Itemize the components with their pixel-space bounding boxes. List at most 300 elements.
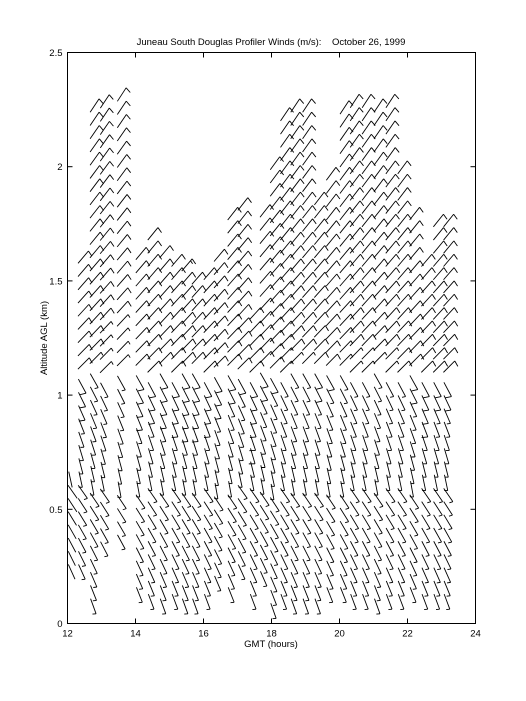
- wind-barb-shaft: [340, 375, 348, 389]
- wind-barb-feather: [396, 294, 399, 299]
- wind-barb-shaft: [79, 564, 86, 579]
- wind-barb-shaft: [302, 326, 313, 338]
- wind-barb-shaft: [280, 321, 291, 333]
- wind-barb-feather: [395, 174, 399, 179]
- wind-barb-shaft: [398, 214, 408, 227]
- wind-barb-feather: [127, 221, 131, 226]
- wind-barb-shaft: [410, 261, 420, 273]
- wind-barb-shaft: [214, 549, 221, 563]
- wind-barb-half-feather: [96, 506, 99, 507]
- wind-barb-feather: [433, 348, 436, 353]
- wind-barb-feather: [313, 312, 316, 317]
- wind-barb-shaft: [362, 241, 372, 253]
- wind-barb-shaft: [340, 194, 350, 207]
- wind-barb-shaft: [327, 574, 333, 589]
- wind-barb-shaft: [422, 541, 429, 555]
- barb-profile: [68, 472, 77, 580]
- wind-barb-feather: [301, 312, 304, 317]
- wind-barb-shaft: [398, 308, 409, 320]
- wind-barb-half-feather: [152, 569, 156, 570]
- wind-barb-shaft: [281, 502, 290, 516]
- wind-barb-shaft: [386, 148, 395, 161]
- wind-barb-shaft: [362, 134, 371, 147]
- wind-barb-feather: [420, 247, 424, 252]
- wind-barb-shaft: [117, 301, 128, 313]
- wind-barb-shaft: [281, 528, 289, 542]
- wind-barb-half-feather: [123, 509, 126, 510]
- wind-barb-shaft: [444, 502, 453, 516]
- wind-barb-half-feather: [94, 574, 98, 575]
- wind-barb-shaft: [340, 314, 351, 326]
- wind-barb-shaft: [238, 278, 249, 290]
- wind-barb-feather: [443, 214, 447, 219]
- wind-barb-half-feather: [284, 582, 288, 583]
- wind-barb-shaft: [421, 321, 432, 333]
- wind-barb-feather: [99, 139, 103, 144]
- wind-barb-shaft: [260, 271, 271, 283]
- wind-barb-shaft: [238, 344, 249, 356]
- wind-barb-half-feather: [307, 547, 311, 548]
- wind-barb-shaft: [160, 572, 166, 587]
- wind-barb-half-feather: [368, 502, 371, 503]
- wind-barb-shaft: [90, 506, 99, 520]
- wind-barb-half-feather: [255, 529, 259, 530]
- wind-barb-feather: [384, 259, 387, 264]
- wind-barb-feather: [184, 388, 190, 389]
- wind-barb-shaft: [291, 232, 301, 244]
- wind-barb-feather: [432, 294, 435, 299]
- wind-barb-half-feather: [448, 542, 452, 543]
- wind-barb-half-feather: [392, 502, 395, 503]
- wind-barb-shaft: [374, 165, 384, 178]
- wind-barb-feather: [384, 179, 388, 184]
- wind-barb-shaft: [386, 188, 396, 201]
- wind-barb-shaft: [172, 515, 180, 529]
- wind-barb-shaft: [148, 294, 159, 306]
- wind-barb-feather: [230, 390, 236, 391]
- barb-profile: [326, 167, 340, 602]
- wind-barb-shaft: [281, 395, 288, 410]
- wind-barb-half-feather: [242, 407, 246, 408]
- wind-barb-shaft: [362, 161, 372, 174]
- wind-barb-shaft: [117, 274, 128, 286]
- wind-barb-shaft: [303, 139, 312, 152]
- wind-barb-half-feather: [361, 348, 363, 351]
- wind-barb-half-feather: [390, 569, 394, 570]
- wind-barb-shaft: [290, 352, 301, 363]
- wind-barb-half-feather: [345, 522, 348, 523]
- wind-barb-shaft: [160, 245, 170, 257]
- wind-barb-feather: [161, 401, 167, 402]
- wind-barb-shaft: [101, 383, 109, 397]
- wind-barb-shaft: [192, 374, 200, 388]
- wind-barb-half-feather: [427, 515, 430, 516]
- wind-barb-shaft: [434, 541, 441, 555]
- wind-barb-shaft: [433, 281, 444, 293]
- wind-barb-feather: [127, 234, 131, 239]
- wind-barb-half-feather: [403, 502, 406, 503]
- wind-barb-shaft: [281, 121, 290, 134]
- wind-barb-shaft: [326, 261, 336, 273]
- wind-barb-feather: [215, 418, 221, 419]
- wind-barb-shaft: [374, 152, 383, 165]
- wind-barb-half-feather: [390, 542, 394, 543]
- wind-barb-shaft: [350, 348, 361, 360]
- wind-barb-feather: [252, 397, 258, 398]
- wind-barb-shaft: [410, 521, 418, 535]
- wind-barb-shaft: [421, 348, 432, 360]
- wind-barb-half-feather: [391, 529, 395, 530]
- wind-barb-feather: [300, 139, 304, 144]
- wind-barb-feather: [317, 388, 323, 389]
- wind-barb-shaft: [303, 519, 311, 533]
- wind-barb-feather: [312, 152, 316, 157]
- wind-barb-feather: [432, 268, 435, 273]
- wind-barb-half-feather: [264, 414, 268, 415]
- wind-barb-feather: [312, 179, 316, 184]
- wind-barb-feather: [371, 148, 375, 153]
- wind-barb-shaft: [281, 515, 289, 529]
- wind-barb-shaft: [409, 327, 420, 339]
- wind-barb-half-feather: [275, 538, 279, 539]
- barb-profile: [374, 99, 388, 614]
- wind-barb-shaft: [238, 331, 249, 343]
- wind-barb-shaft: [327, 415, 333, 430]
- wind-barb-feather: [248, 264, 251, 269]
- wind-barb-half-feather: [426, 556, 430, 557]
- wind-barb-shaft: [270, 250, 280, 262]
- wind-barb-half-feather: [175, 569, 179, 570]
- wind-barb-half-feather: [187, 520, 190, 521]
- wind-barb-half-feather: [254, 569, 258, 570]
- barb-profile: [136, 247, 150, 602]
- wind-barb-feather: [383, 152, 387, 157]
- wind-barb-shaft: [362, 308, 373, 320]
- wind-barb-shaft: [148, 228, 158, 240]
- wind-barb-half-feather: [413, 575, 417, 576]
- wind-barb-half-feather: [308, 520, 311, 521]
- wind-barb-shaft: [362, 409, 368, 424]
- wind-barb-half-feather: [128, 341, 130, 344]
- wind-barb-half-feather: [294, 574, 298, 575]
- wind-barb-feather: [225, 303, 228, 308]
- wind-barb-feather: [384, 165, 388, 170]
- wind-barb-shaft: [271, 405, 278, 420]
- wind-barb-shaft: [350, 515, 358, 529]
- wind-barb-shaft: [350, 241, 360, 253]
- wind-barb-shaft: [192, 546, 199, 560]
- wind-barb-shaft: [350, 541, 357, 555]
- wind-barb-shaft: [271, 564, 278, 579]
- wind-barb-half-feather: [401, 582, 405, 583]
- wind-barb-shaft: [90, 112, 99, 125]
- x-tick-label: 24: [470, 628, 481, 640]
- wind-barb-feather: [261, 361, 264, 366]
- wind-barb-shaft: [398, 395, 405, 410]
- wind-barb-shaft: [238, 264, 249, 276]
- wind-barb-shaft: [160, 299, 171, 311]
- wind-barb-feather: [359, 108, 363, 113]
- barb-profile: [160, 245, 174, 614]
- wind-barb-shaft: [280, 334, 291, 346]
- wind-barb-feather: [360, 148, 364, 153]
- wind-barb-feather: [225, 263, 228, 268]
- wind-barb-half-feather: [354, 410, 358, 411]
- barb-profile: [443, 214, 457, 609]
- wind-barb-shaft: [270, 317, 281, 329]
- wind-barb-feather: [161, 415, 167, 416]
- wind-barb-feather: [111, 281, 114, 286]
- wind-barb-shaft: [148, 281, 159, 293]
- wind-barb-feather: [455, 361, 458, 366]
- wind-barb-shaft: [260, 373, 268, 387]
- wind-barb-feather: [251, 410, 257, 411]
- wind-barb-shaft: [386, 94, 395, 107]
- wind-barb-half-feather: [210, 502, 213, 503]
- wind-barb-half-feather: [295, 560, 299, 561]
- wind-barb-feather: [126, 101, 130, 106]
- wind-barb-half-feather: [244, 498, 247, 499]
- wind-barb-shaft: [228, 548, 235, 562]
- wind-barb-half-feather: [241, 579, 245, 580]
- wind-barb-shaft: [315, 374, 323, 388]
- wind-barb-shaft: [434, 382, 442, 396]
- wind-barb-feather: [407, 161, 411, 166]
- wind-barb-shaft: [291, 572, 297, 587]
- wind-barb-shaft: [303, 546, 310, 560]
- wind-barb-feather: [248, 238, 252, 243]
- wind-barb-shaft: [270, 197, 280, 210]
- wind-barb-shaft: [350, 108, 359, 121]
- wind-barb-shaft: [281, 541, 288, 555]
- wind-barb-shaft: [374, 546, 381, 560]
- wind-barb-shaft: [228, 327, 239, 339]
- wind-barb-feather: [337, 301, 340, 306]
- wind-barb-shaft: [386, 254, 396, 266]
- wind-barb-feather: [454, 321, 457, 326]
- wind-barb-shaft: [90, 519, 98, 533]
- wind-barb-half-feather: [367, 515, 370, 516]
- wind-barb-shaft: [410, 548, 417, 562]
- wind-barb-shaft: [362, 502, 371, 516]
- wind-barb-shaft: [280, 254, 290, 266]
- wind-barb-feather: [397, 308, 400, 313]
- wind-barb-shaft: [362, 188, 372, 201]
- wind-barb-shaft: [228, 521, 236, 535]
- wind-barb-shaft: [386, 541, 393, 555]
- wind-barb-shaft: [136, 247, 146, 259]
- wind-barb-half-feather: [106, 516, 109, 517]
- wind-barb-half-feather: [284, 410, 288, 411]
- wind-barb-shaft: [204, 281, 215, 293]
- wind-barb-shaft: [270, 237, 280, 249]
- wind-barb-half-feather: [448, 556, 452, 557]
- wind-barb-shaft: [291, 165, 301, 178]
- wind-barb-shaft: [148, 361, 159, 372]
- wind-barb-shaft: [280, 241, 290, 253]
- wind-barb-half-feather: [164, 547, 168, 548]
- wind-barb-half-feather: [438, 556, 442, 557]
- wind-barb-shaft: [340, 114, 349, 127]
- wind-barb-shaft: [398, 382, 406, 396]
- wind-barb-shaft: [374, 139, 383, 152]
- wind-barb-half-feather: [354, 397, 358, 398]
- wind-barb-feather: [385, 312, 388, 317]
- wind-barb-shaft: [290, 339, 301, 351]
- wind-barb-half-feather: [438, 529, 442, 530]
- wind-barb-feather: [383, 125, 387, 130]
- wind-barb-half-feather: [391, 515, 394, 516]
- wind-barb-feather: [396, 214, 400, 219]
- wind-barb-shaft: [250, 361, 261, 372]
- wind-barb-shaft: [90, 139, 99, 152]
- wind-barb-shaft: [422, 502, 431, 516]
- wind-barb-shaft: [90, 219, 100, 232]
- wind-barb-shaft: [340, 141, 349, 154]
- wind-barb-feather: [349, 141, 353, 146]
- wind-barb-half-feather: [449, 515, 452, 516]
- wind-barb-feather: [203, 312, 206, 317]
- wind-barb-shaft: [148, 334, 159, 346]
- wind-barb-half-feather: [187, 506, 190, 507]
- wind-barb-shaft: [182, 559, 189, 574]
- wind-barb-shaft: [374, 99, 383, 112]
- wind-barb-shaft: [215, 563, 222, 578]
- wind-barb-shaft: [302, 272, 313, 284]
- wind-barb-shaft: [350, 201, 360, 214]
- wind-barb-shaft: [362, 541, 369, 555]
- y-tick-label: 1: [57, 390, 63, 402]
- wind-barb-half-feather: [140, 562, 144, 563]
- x-tick-label: 18: [266, 628, 277, 640]
- wind-barb-half-feather: [307, 560, 311, 561]
- wind-barb-shaft: [90, 232, 100, 244]
- wind-barb-half-feather: [122, 390, 126, 391]
- wind-barb-shaft: [90, 286, 101, 298]
- wind-barb-feather: [109, 95, 113, 100]
- wind-barb-half-feather: [255, 515, 258, 516]
- wind-barb-half-feather: [140, 575, 144, 576]
- wind-barb-shaft: [340, 521, 348, 535]
- wind-barb-feather: [455, 334, 458, 339]
- wind-barb-shaft: [101, 409, 107, 424]
- wind-barb-feather: [248, 251, 252, 256]
- wind-barb-shaft: [160, 312, 171, 324]
- wind-barb-feather: [312, 205, 316, 210]
- wind-barb-shaft: [291, 272, 302, 284]
- wind-barb-feather: [432, 334, 435, 339]
- wind-barb-shaft: [362, 528, 370, 542]
- barb-profile: [238, 198, 252, 580]
- wind-barb-half-feather: [295, 401, 299, 402]
- wind-barb-shaft: [386, 268, 397, 280]
- wind-barb-half-feather: [307, 401, 311, 402]
- wind-barb-feather: [126, 114, 130, 119]
- wind-barb-feather: [337, 314, 340, 319]
- x-tick-label: 16: [198, 628, 209, 640]
- wind-barb-feather: [193, 312, 196, 317]
- wind-barb-feather: [300, 152, 304, 157]
- wind-barb-half-feather: [243, 512, 246, 513]
- wind-barb-shaft: [340, 274, 351, 286]
- wind-barb-half-feather: [378, 560, 382, 561]
- wind-barb-feather: [371, 94, 375, 99]
- wind-barb-feather: [79, 407, 85, 408]
- wind-barb-shaft: [238, 304, 249, 316]
- wind-barb-feather: [138, 390, 144, 391]
- wind-barb-shaft: [228, 561, 235, 576]
- wind-barb-feather: [312, 112, 316, 117]
- wind-barb-shaft: [340, 127, 349, 140]
- wind-barb-feather: [395, 94, 399, 99]
- wind-barb-feather: [395, 134, 399, 139]
- wind-barb-shaft: [118, 402, 125, 417]
- wind-barb-shaft: [271, 537, 279, 551]
- wind-barb-shaft: [340, 548, 347, 562]
- wind-barb-shaft: [148, 241, 158, 253]
- wind-barb-shaft: [362, 515, 370, 529]
- wind-barb-shaft: [340, 221, 350, 234]
- wind-barb-feather: [202, 272, 205, 277]
- wind-barb-shaft: [68, 498, 77, 511]
- wind-barb-shaft: [100, 361, 111, 372]
- wind-barb-feather: [111, 255, 114, 260]
- wind-barb-feather: [384, 219, 388, 224]
- wind-barb-feather: [444, 321, 447, 326]
- barb-profile: [362, 94, 376, 609]
- wind-barb-feather: [444, 228, 448, 233]
- wind-barb-feather: [301, 205, 305, 210]
- wind-barb-half-feather: [306, 574, 310, 575]
- wind-barb-shaft: [314, 232, 324, 244]
- wind-barb-shaft: [204, 541, 211, 555]
- wind-barb-half-feather: [402, 542, 406, 543]
- wind-barb-shaft: [410, 234, 420, 246]
- wind-barb-feather: [162, 388, 168, 389]
- wind-barb-shaft: [386, 241, 396, 253]
- wind-barb-shaft: [314, 286, 325, 298]
- wind-barb-shaft: [362, 568, 369, 583]
- wind-barb-feather: [137, 403, 143, 404]
- wind-barb-feather: [444, 268, 447, 273]
- wind-barb-shaft: [270, 303, 281, 315]
- wind-barb-feather: [302, 339, 305, 344]
- wind-barb-shaft: [160, 272, 171, 284]
- wind-barb-feather: [99, 99, 103, 104]
- wind-barb-half-feather: [208, 569, 212, 570]
- wind-barb-shaft: [171, 361, 182, 372]
- wind-barb-half-feather: [307, 533, 311, 534]
- wind-barb-shaft: [260, 545, 267, 559]
- wind-barb-feather: [216, 391, 222, 392]
- wind-barb-half-feather: [274, 578, 278, 579]
- wind-barb-shaft: [434, 515, 442, 529]
- wind-barb-shaft: [271, 550, 278, 564]
- wind-barb-shaft: [148, 515, 156, 529]
- wind-barb-shaft: [398, 502, 407, 516]
- wind-barb-shaft: [291, 519, 299, 533]
- wind-barb-shaft: [433, 241, 443, 253]
- wind-barb-shaft: [204, 502, 213, 516]
- wind-barb-feather: [193, 415, 199, 416]
- wind-barb-shaft: [78, 331, 89, 343]
- wind-barb-feather: [396, 281, 399, 286]
- wind-barb-half-feather: [207, 582, 211, 583]
- wind-barb-shaft: [303, 152, 312, 165]
- wind-barb-shaft: [410, 561, 417, 576]
- wind-barb-shaft: [291, 533, 299, 547]
- wind-barb-shaft: [303, 506, 312, 520]
